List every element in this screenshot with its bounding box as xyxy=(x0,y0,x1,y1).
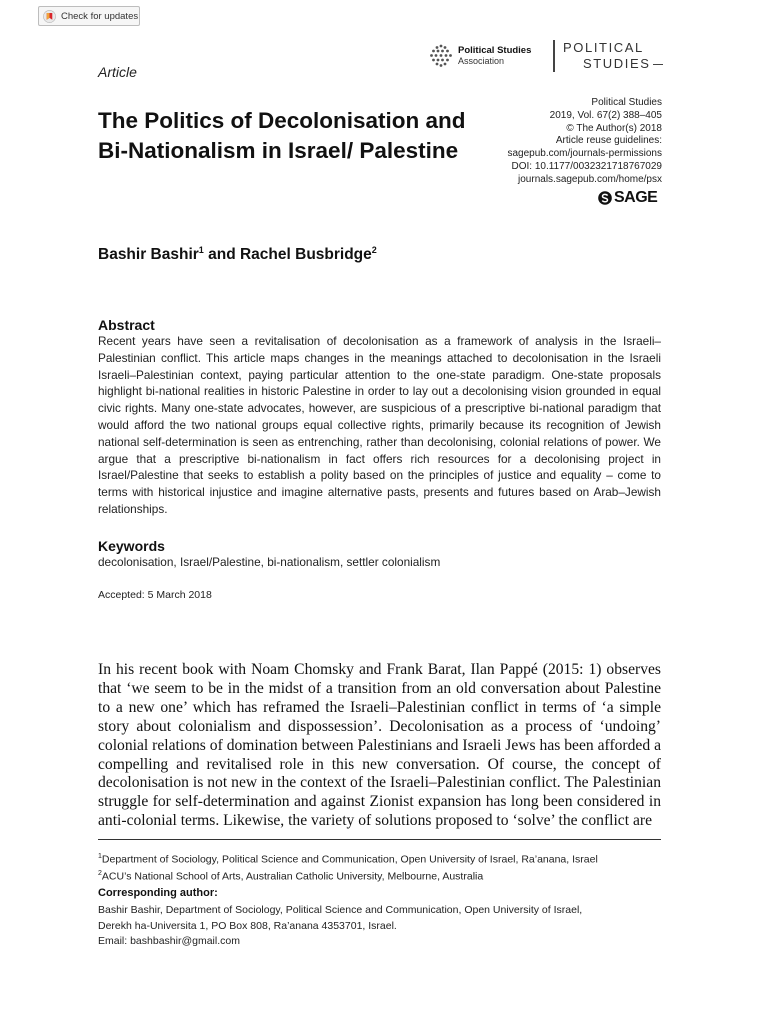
logo-line-1: POLITICAL xyxy=(563,40,644,55)
author-list xyxy=(98,245,377,264)
affiliation-text: Department of Sociology, Political Science and Communication, Open University of Israel, Ra’anana, Israel xyxy=(101,853,598,866)
affiliation-marker: 2 xyxy=(371,245,377,255)
affiliation-item xyxy=(98,867,598,884)
abstract-text: Recent years have seen a revitalisation of decolonisation as a framework of analysis in the Israeli–Palestinian conflict. This article maps changes in the meanings attached to decolonisation in the Israeli Israeli–Palestinian context, paying particular attention to the one-state paradigm. One-state proposals highlight bi-national realities in historic Palestine in order to lay out a decolonising vision grounded in equal civic rights. Many one-state advocates, however, are suspicious of a prescriptive bi-national paradigm that would afford the two national groups equal collective rights, primarily because its recognition of Jewish national self-determination is seen as entrenching, rather than decolonising, colonial relations of power. We argue that a prescriptive bi-nationalism in fact offers rich resources for a decolonising project in Israel/Palestine that seeks to establish a polity based on the principles of justice and equality – come to terms with historical injustice and imagine alternative pasts, presents and futures based on Arab–Jewish relationships. xyxy=(98,334,661,516)
meta-journal-link[interactable]: journals.sagepub.com/home/psx xyxy=(518,173,662,185)
psa-logo xyxy=(428,43,531,69)
corresponding-author-heading: Corresponding author: xyxy=(98,887,218,899)
check-for-updates-button[interactable] xyxy=(38,6,140,26)
sage-wordmark: SAGE xyxy=(614,189,658,206)
meta-journal: Political Studies xyxy=(591,97,662,108)
crossmark-icon xyxy=(43,10,56,23)
meta-copyright: © The Author(s) 2018 xyxy=(566,122,662,134)
meta-reuse: Article reuse guidelines: xyxy=(555,135,662,147)
sage-s-icon xyxy=(598,191,612,205)
logo-rule xyxy=(653,64,663,65)
corresponding-email[interactable]: Email: bashbashir@gmail.com xyxy=(98,935,240,947)
author-name: Bashir Bashir xyxy=(98,246,199,264)
body-paragraph: In his recent book with Noam Chomsky and Frank Barat, Ilan Pappé (2015: 1) observes that ‘we seem to be in the midst of a transition from an old conversation about Palestine to a new one’ which has reframed the Israeli–Palestinian conflict in terms of ‘a simple story about colonialism and dispossession’. Decolonisation as a process of ‘undoing’ colonial relations of domination between Palestinians and Israeli Jews has been afforded a compelling and revitalised role in this new conversation. Of course, the concept of decolonisation is not new in the context of the Israeli–Palestinian conflict. The Palestinian struggle for self-determination and against Zionist expansion has long been considered in anti-colonial terms. Likewise, the variety of solutions proposed to ‘solve’ the conflict are xyxy=(98,661,661,830)
psa-dots-icon xyxy=(428,43,454,69)
accepted-date: Accepted: 5 March 2018 xyxy=(98,589,212,601)
corresponding-line: Derekh ha-Universita 1, PO Box 808, Ra’anana 4353701, Israel. xyxy=(98,919,397,932)
affiliation-marker: 2 xyxy=(98,870,102,877)
author-conjunction: and xyxy=(203,246,240,264)
meta-doi[interactable]: DOI: 10.1177/0032321718767029 xyxy=(511,160,662,172)
psa-association: Association xyxy=(458,56,505,66)
affiliation-item xyxy=(98,850,598,867)
footnote-divider xyxy=(98,839,661,840)
affiliation-marker: 1 xyxy=(198,245,204,255)
affiliations xyxy=(98,850,598,884)
logo-line-2: STUDIES xyxy=(583,56,651,71)
check-for-updates-label: Check for updates xyxy=(61,10,139,22)
keywords-heading: Keywords xyxy=(98,538,165,554)
article-type: Article xyxy=(98,64,137,80)
meta-permissions-link[interactable]: sagepub.com/journals-permissions xyxy=(507,148,662,160)
author-name: Rachel Busbridge xyxy=(239,246,372,264)
psa-name: Political Studies xyxy=(458,45,532,56)
corresponding-line: Bashir Bashir, Department of Sociology, Political Science and Communication, Open University of Israel, xyxy=(98,904,583,916)
affiliation-text: ACU’s National School of Arts, Australian Catholic University, Melbourne, Australia xyxy=(101,870,484,883)
affiliation-marker: 1 xyxy=(98,853,102,860)
article-title: The Politics of Decolonisation and Bi-Nationalism in Israel/ Palestine xyxy=(98,108,466,163)
sage-logo xyxy=(598,189,657,207)
meta-volume: 2019, Vol. 67(2) 388–405 xyxy=(549,109,662,121)
logo-bar xyxy=(553,40,555,72)
journal-logo xyxy=(553,40,663,72)
corresponding-author-details xyxy=(98,903,582,950)
article-meta xyxy=(440,97,662,187)
abstract-heading: Abstract xyxy=(98,317,155,333)
keywords-list: decolonisation, Israel/Palestine, bi-nationalism, settler colonialism xyxy=(98,555,441,569)
